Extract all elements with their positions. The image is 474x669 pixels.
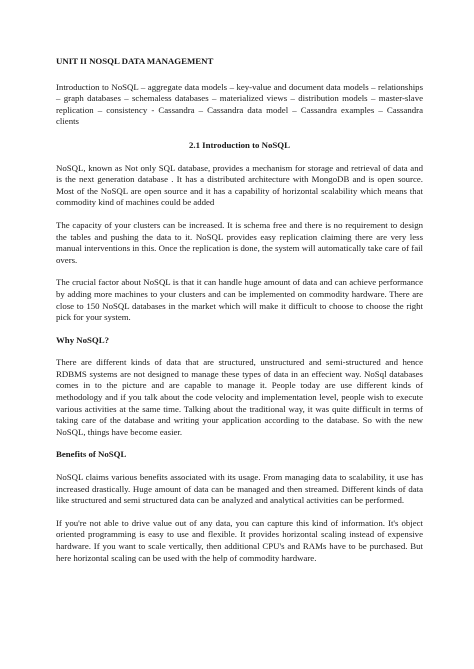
benefits-heading: Benefits of NoSQL (56, 449, 127, 460)
crucial-factor-paragraph: The crucial factor about NoSQL is that it can handle huge amount of data and can achieve performance by adding more machines to your clusters and can be implemented on commodity hardware. There are close to 150 NoSQL databases in the market which will make it difficult to choose to choose the right pick for your system. (56, 277, 423, 323)
unit-title: UNIT II NOSQL DATA MANAGEMENT (56, 56, 214, 66)
why-nosql-heading: Why NoSQL? (56, 334, 110, 345)
syllabus-paragraph: Introduction to NoSQL – aggregate data models – key-value and document data models – relationships – graph databases – schemaless databases – materialized views – distribution models – master-slave replication – consistency - Cassandra – Cassandra data model – Cassandra examples – Cassandra clients (56, 81, 423, 127)
benefits-paragraph-2: If you're not able to drive value out of any data, you can capture this kind of information. It's object oriented programming is easy to use and flexible. It provides horizontal scaling instead of expensive hardware. If you want to scale vertically, then additional CPU's and RAMs have to be purchased. But here horizontal scaling can be used with the help of commodity hardware. (56, 517, 423, 563)
nosql-definition-paragraph: NoSQL, known as Not only SQL database, provides a mechanism for storage and retrieval of data and is the next generation database . It has a distributed architecture with MongoDB and is open source. Most of the NoSQL are open source and it has a capability of horizontal scalability which means that commodity kind of machines could be added (56, 162, 423, 208)
cluster-capacity-paragraph: The capacity of your clusters can be increased. It is schema free and there is no requirement to design the tables and pushing the data to it. NoSQL provides easy replication claiming there are very less manual interventions in this. Once the replication is done, the system will automatically take care of fail overs. (56, 219, 423, 265)
why-nosql-paragraph: There are different kinds of data that are structured, unstructured and semi-structured and hence RDBMS systems are not designed to manage these types of data in an effecient way. NoSql databases comes in to the picture and are capable to manage it. People today are use different kinds of methodology and if you talk about the code velocity and implementation level, people wish to execute various activities at the same time. Talking about the traditional way, it was quite difficult in terms of taking care of the database and writing your application according to the database. So with the new NoSQL, things have become easier. (56, 357, 423, 437)
document-page (56, 56, 423, 575)
benefits-paragraph-1: NoSQL claims various benefits associated with its usage. From managing data to scalability, it use has increased drastically. Huge amount of data can be managed and then streamed. Different kinds of data like structured and semi structured data can be analyzed and analytical activities can be performed. (56, 472, 423, 506)
section-title: 2.1 Introduction to NoSQL (188, 139, 291, 150)
